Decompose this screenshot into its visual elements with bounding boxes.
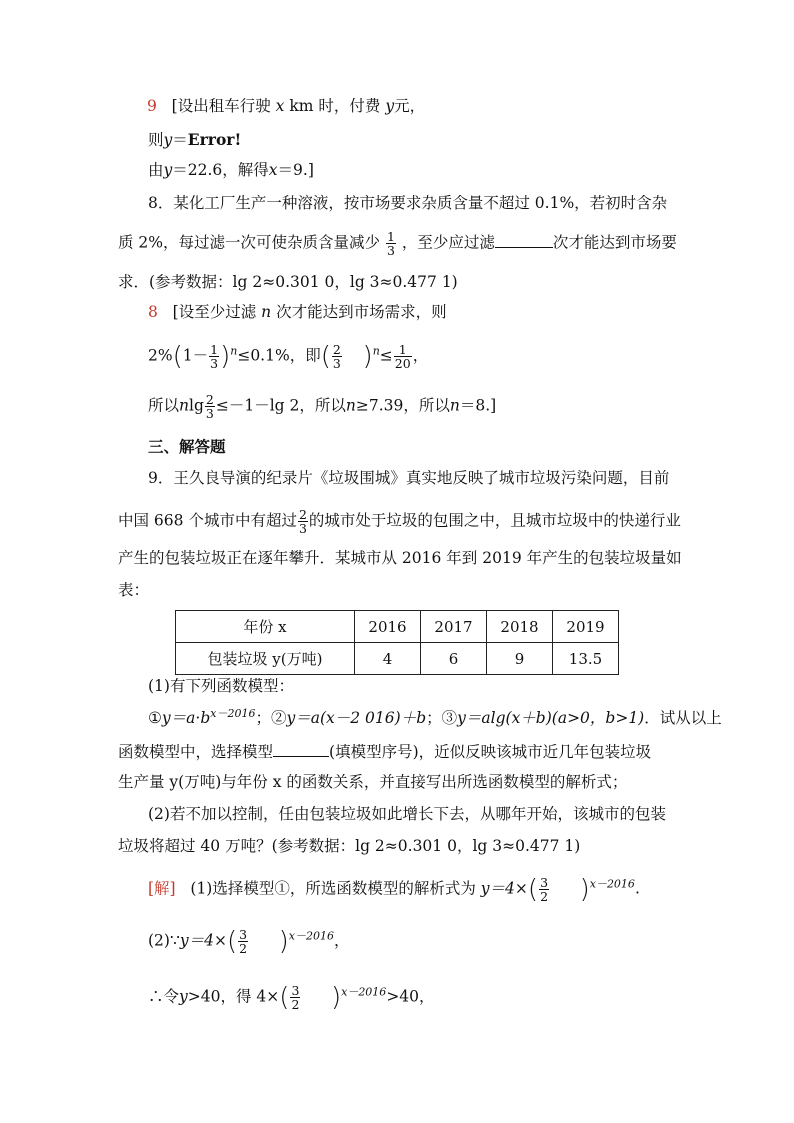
- garbage-data-table: [175, 610, 619, 675]
- q9-models-line: $①y=a\cdot b^{x-2016}$；②y＝a(x－2 016)＋b；③y＝alg(x＋b)(a>0，b>1)．试从以上: [148, 706, 722, 727]
- q9-part1-line-2: 函数模型中，选择模型 (填模型序号)，近似反映该城市近几年包装垃圾: [118, 740, 651, 762]
- q9-solution-line-2: (2)∵y＝4×( $\frac{3}{2}$ )$^{x-2016}$，: [148, 926, 350, 957]
- table-cell: 2016: [355, 611, 421, 643]
- table-cell: 6: [421, 643, 487, 675]
- q8-line-2: 质 2%，每过滤一次可使杂质含量减少 $\frac{1}{3}$ ，至少应过滤 次才能达到市场要: [118, 229, 677, 258]
- q7-answer-line-1: 9 [设出租车行驶 x km 时，付费 y元，: [147, 97, 426, 115]
- q9-part1-intro: (1)有下列函数模型：: [148, 677, 294, 695]
- fraction-one-third: $\frac{1}{3}$: [386, 229, 395, 258]
- q8-line-1: 8．某化工厂生产一种溶液，按市场要求杂质含量不超过 0.1%，若初时含杂: [148, 194, 668, 212]
- table-cell: 2019: [553, 611, 619, 643]
- answer-number: 9: [147, 97, 157, 115]
- q9-part2-line-1: (2)若不加以控制，任由包装垃圾如此增长下去，从哪年开始，该城市的包装: [148, 805, 666, 823]
- q7-answer-line-2: 则y＝Error!: [148, 130, 242, 149]
- table-cell: 2017: [421, 611, 487, 643]
- q8-answer-line-2: 2%(1－ $\frac{1}{3}$ )$^n$≤0.1%，即( $\frac{2}{3}$ )$^n$≤ $\frac{1}{20}$ ，: [148, 341, 429, 372]
- answer-blank: [273, 740, 329, 757]
- table-cell: 9: [487, 643, 553, 675]
- section-heading: 三、解答题: [148, 438, 226, 456]
- q9-line-3: 产生的包装垃圾正在逐年攀升．某城市从 2016 年到 2019 年产生的包装垃圾量如: [118, 549, 682, 567]
- q8-answer-line-1: 8 [设至少过滤 n 次才能达到市场需求，则: [148, 303, 447, 321]
- q7-answer-line-3: 由y＝22.6，解得x＝9.]: [148, 161, 314, 179]
- q8-line-3: 求．(参考数据：lg 2≈0.301 0，lg 3≈0.477 1): [118, 273, 458, 291]
- answer-number: 8: [148, 303, 158, 321]
- table-cell: 4: [355, 643, 421, 675]
- q8-answer-line-3: 所以nlg $\frac{2}{3}$ ≤－1－lg 2，所以n≥7.39，所以n＝8.]: [148, 392, 497, 421]
- q9-solution-line-1: [解] (1)选择模型①，所选函数模型的解析式为 y＝4×( $\frac{3}{2}$ )$^{x-2016}$.: [148, 874, 640, 905]
- table-row: [176, 643, 619, 675]
- q9-line-1: 9．王久良导演的纪录片《垃圾围城》真实地反映了城市垃圾污染问题，目前: [148, 469, 670, 487]
- answer-blank: [495, 231, 553, 248]
- q9-solution-line-3: ∴令y>40，得 4×( $\frac{3}{2}$ )$^{x-2016}$>40，: [148, 982, 435, 1013]
- table-cell: 2018: [487, 611, 553, 643]
- table-cell: 13.5: [553, 643, 619, 675]
- q9-part2-line-2: 垃圾将超过 40 万吨？(参考数据：lg 2≈0.301 0，lg 3≈0.477 1): [118, 837, 581, 855]
- table-header-cell: 包装垃圾 y(万吨): [176, 643, 355, 675]
- q9-line-2: 中国 668 个城市中有超过 $\frac{2}{3}$ 的城市处于垃圾的包围之中，且城市垃圾中的快递行业: [118, 507, 681, 536]
- table-row: [176, 611, 619, 643]
- fraction-two-thirds: $\frac{2}{3}$: [298, 507, 307, 536]
- q9-part1-line-3: 生产量 y(万吨)与年份 x 的函数关系，并直接写出所选函数模型的解析式；: [118, 773, 628, 791]
- q9-line-4: 表：: [118, 581, 150, 599]
- solution-tag: [解]: [148, 879, 176, 898]
- table-header-cell: 年份 x: [176, 611, 355, 643]
- error-text: Error!: [187, 130, 242, 149]
